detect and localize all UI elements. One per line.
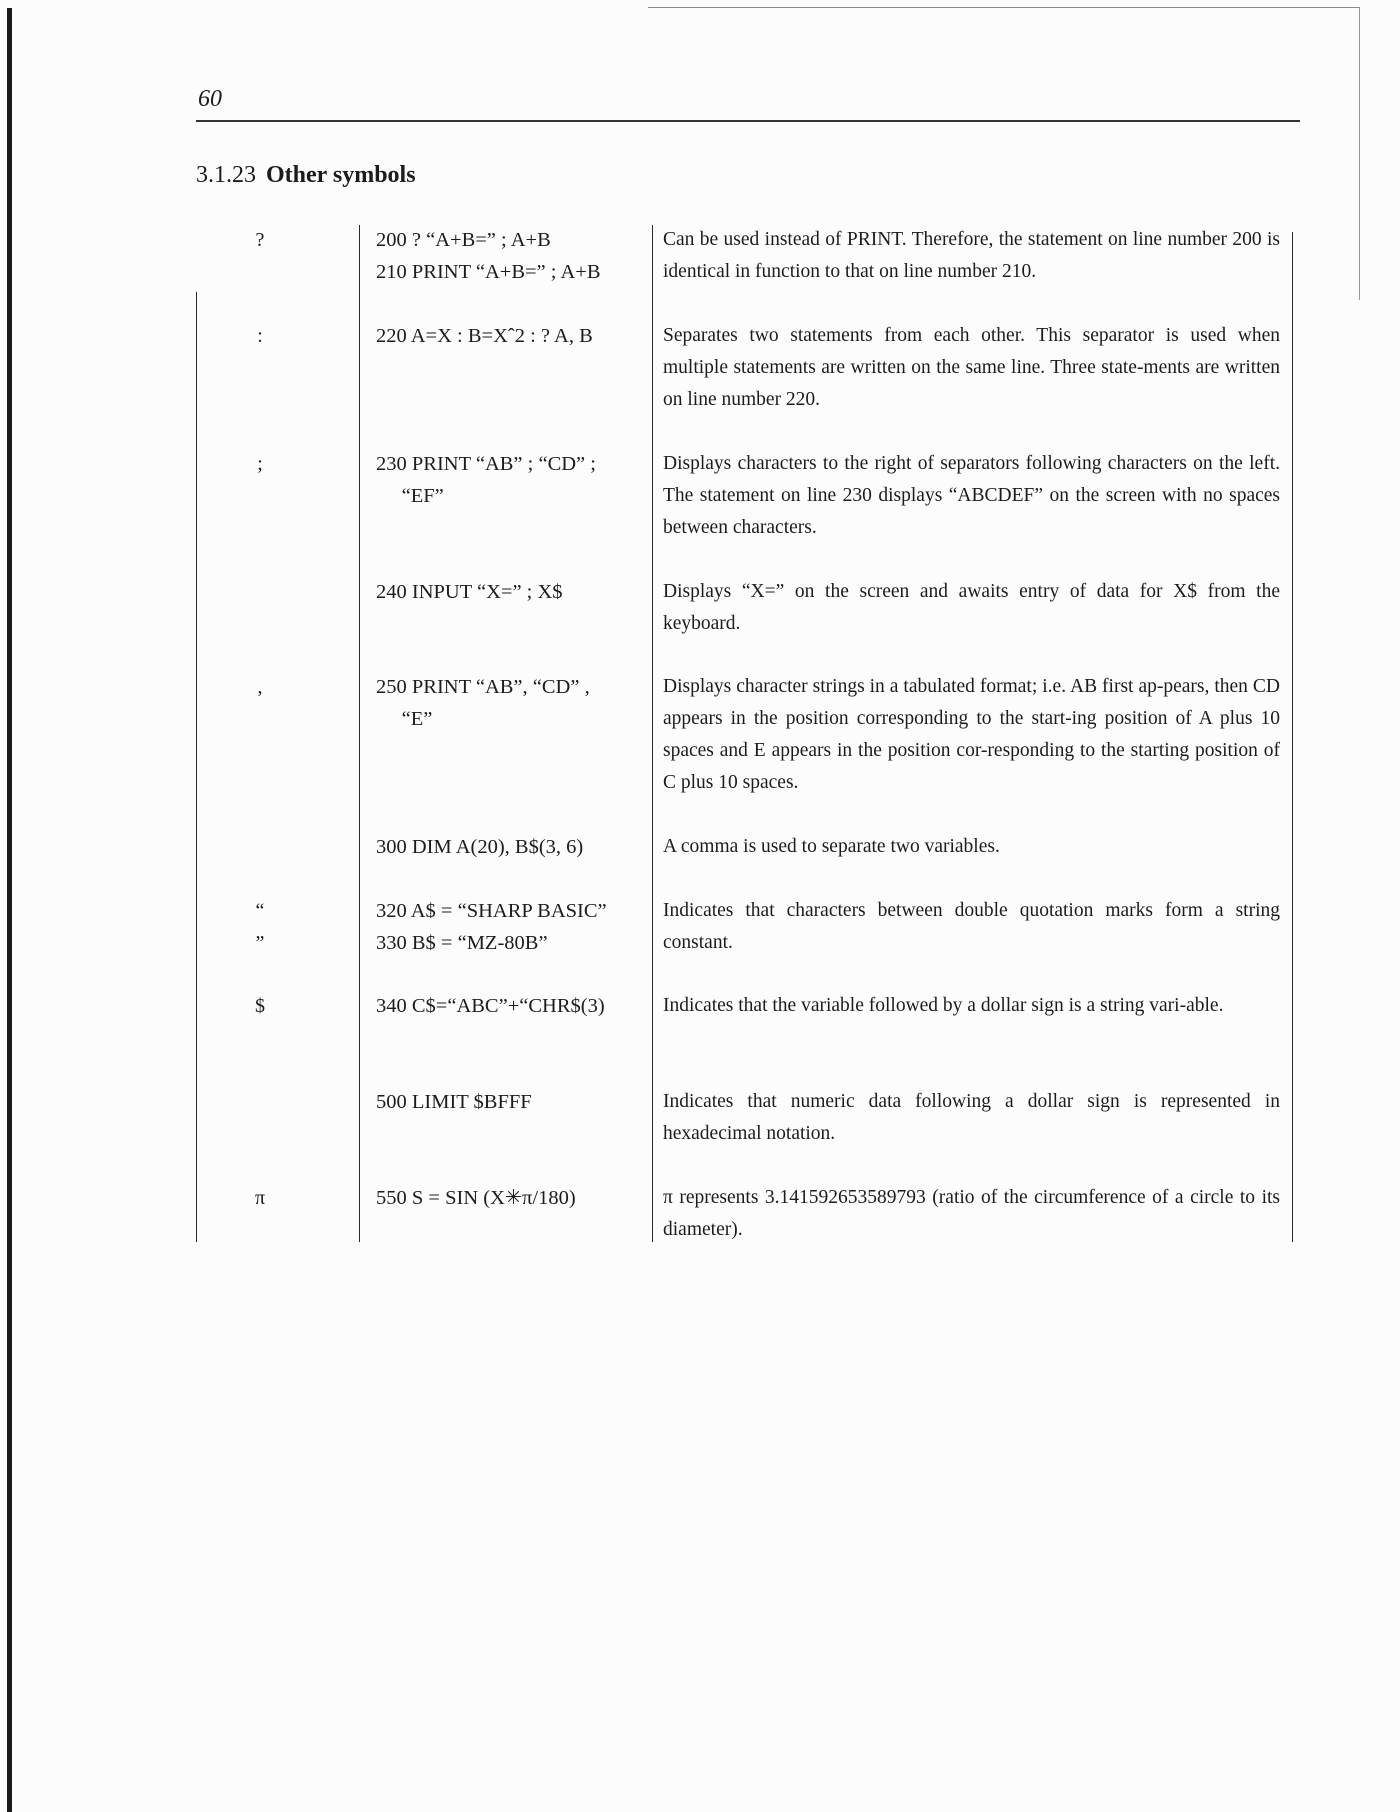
code-cell: 240 INPUT “X=” ; X$ [376,581,563,603]
symbol-cell: ; [257,453,263,475]
scan-edge-top [648,7,1360,8]
table-rule-right [1292,232,1293,1242]
code-cell: 500 LIMIT $BFFF [376,1091,532,1113]
symbol-cell: , [257,676,263,698]
symbol-cell: ? [255,229,265,251]
code-cell: 340 C$=“ABC”+“CHR$(3) [376,995,605,1017]
symbol-cell: “ ” [255,900,265,954]
description-cell: Separates two statements from each other. This separator is used when multiple statements are written on the same line. Three state-ments are written on line number 220. [663,325,1280,410]
code-cell: 320 A$ = “SHARP BASIC” 330 B$ = “MZ-80B” [376,900,607,954]
symbol-cell: $ [255,995,265,1017]
symbol-cell: : [257,325,263,347]
description-cell: Displays “X=” on the screen and awaits entry of data for X$ from the keyboard. [663,581,1280,634]
description-cell: Indicates that numeric data following a dollar sign is represented in hexadecimal notation. [663,1091,1280,1144]
description-cell: Indicates that characters between double quotation marks form a string constant. [663,900,1280,953]
scan-edge-right [1359,7,1360,300]
table-rule-code [359,225,360,1242]
table-rule-desc [652,225,653,1242]
code-cell: 550 S = SIN (X✳π/180) [376,1187,576,1209]
section-title: Other symbols [266,162,416,188]
code-cell: 300 DIM A(20), B$(3, 6) [376,836,584,858]
description-cell: Displays characters to the right of separators following characters on the left. The statement on line 230 displays “ABCDEF” on the screen with no spaces between characters. [663,453,1280,538]
code-cell: 250 PRINT “AB”, “CD” , “E” [376,676,590,730]
code-cell: 200 ? “A+B=” ; A+B 210 PRINT “A+B=” ; A+B [376,229,601,283]
code-cell: 220 A=X : B=Xˆ2 : ? A, B [376,325,593,347]
scan-edge-left [7,8,12,1812]
description-cell: Can be used instead of PRINT. Therefore, the statement on line number 200 is identical in function to that on line number 210. [663,229,1280,282]
description-cell: A comma is used to separate two variables. [663,836,1000,857]
table-rule-left [196,292,197,1242]
symbol-cell: π [254,1187,266,1209]
header-rule [196,120,1300,122]
section-heading [196,160,416,190]
section-number: 3.1.23 [196,162,256,188]
code-cell: 230 PRINT “AB” ; “CD” ; “EF” [376,453,596,507]
page-number: 60 [198,86,222,112]
description-cell: Indicates that the variable followed by a dollar sign is a string vari-able. [663,995,1224,1016]
description-cell: π represents 3.141592653589793 (ratio of the circumference of a circle to its diameter). [663,1187,1280,1240]
description-cell: Displays character strings in a tabulated format; i.e. AB first ap-pears, then CD appears in the position corresponding to the start-ing position of A plus 10 spaces and E appears in the position cor-responding to the starting position of C plus 10 spaces. [663,676,1280,793]
